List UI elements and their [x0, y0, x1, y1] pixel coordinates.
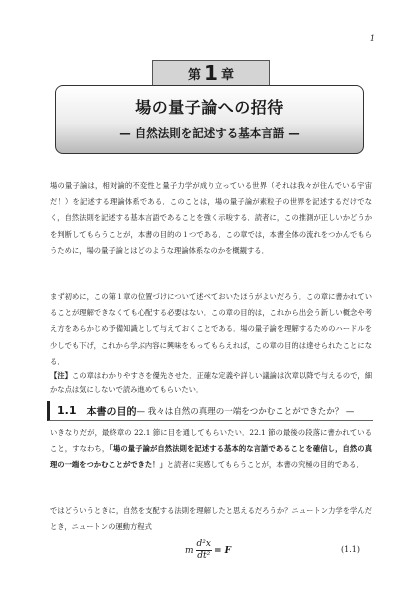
- equation-number: (1.1): [341, 545, 360, 554]
- purpose-paragraph: [50, 425, 372, 474]
- equation-numerator: d²x: [196, 539, 211, 549]
- chapter-subtitle: — 自然法則を記述する基本言語 —: [119, 126, 300, 140]
- section-title: 本書の目的: [86, 407, 137, 418]
- newton-paragraph: ではどういうときに，自然を支配する法則を理解したと思えるだろうか？ニュートン力学を学んだとき，ニュートンの運動方程式: [50, 506, 372, 532]
- note-tag: 【注】: [50, 371, 72, 380]
- equation-rhs: = F: [214, 545, 232, 556]
- equation-fraction: [196, 539, 212, 562]
- equation-denominator: dt²: [197, 551, 211, 561]
- intro-paragraph: 場の量子論は，相対論的不変性と量子力学が成り立っている世界（それは我々が住んでいる宇宙だ！）を記述する理論体系である．このことは，場の量子論が素粒子の世界を記述するだけでなく，自然法則を記述する基本言語であることを強く示唆する．読者に，この推測が正しいかどうかを判断してもらうことが，本書の目的の１つである．この章では，本書全体の流れをつかんでもらうために，場の量子論とはどのような理論体系なのかを概観する．: [50, 181, 372, 255]
- chapter-position-paragraph: まず初めに，この第１章の位置づけについて述べておいたほうがよいだろう．この章に書かれていることが理解できなくても心配する必要はない．この章の目的は，これから出会う新しい概念や考え方をあらかじめ予備知識として与えておくことである．場の量子論を理解するためのハードルを少しでも下げ，これから学ぶ内容に興味をもってもらえれば，この章の目的は達せられたことになる．: [50, 292, 372, 366]
- chapter-title: 場の量子論への招待: [135, 98, 284, 117]
- newton-equation: [185, 539, 231, 562]
- note-text: この章はわかりやすさを優先させた．正確な定義や詳しい議論は次章以降で与えるので，細かな点は気にしないで読み進めてもらいたい．: [50, 371, 372, 394]
- purpose-text-after: と読者に実感してもらうことが，本書の究極の目的である．: [166, 460, 364, 470]
- chapter-prefix: 第: [188, 67, 202, 83]
- purpose-text-before: いきなりだが，最終章の 22.1 節に目を通してもらいたい．22.1 節の最後の段落に書かれていること，すなわち，: [50, 428, 372, 454]
- chapter-title-box: [55, 85, 364, 154]
- note: [50, 369, 372, 397]
- chapter-suffix: 章: [220, 67, 234, 83]
- equation-block: [50, 537, 372, 567]
- section-subtitle: — 我々は自然の真理の一端をつかむことができたか？ —: [136, 406, 355, 417]
- page-number: 1: [369, 34, 375, 43]
- equation-coefficient: m: [185, 545, 194, 556]
- chapter-number: 1: [204, 61, 218, 85]
- section-number: 1.1: [57, 404, 77, 417]
- purpose-emphasis: 「場の量子論が自然法則を記述する基本的な言語であることを確信し，自然の真理の一端をつかむことができた！」: [50, 444, 372, 470]
- section-heading: [47, 401, 373, 421]
- chapter-heading: [152, 60, 270, 86]
